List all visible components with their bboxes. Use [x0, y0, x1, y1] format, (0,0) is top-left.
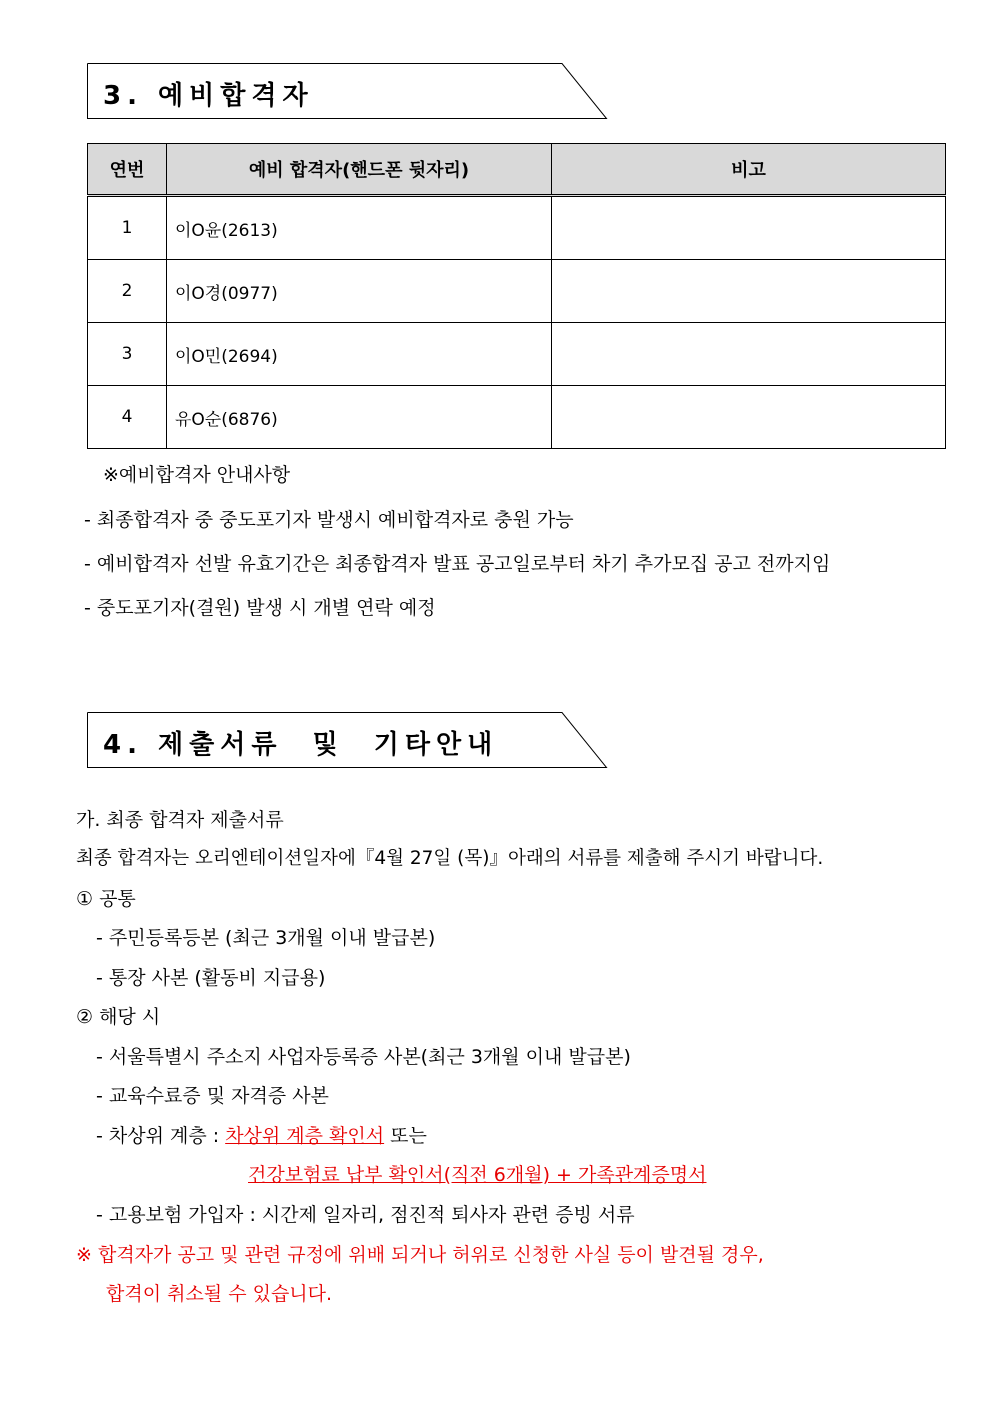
row-applicant: 이O민(2694)	[167, 323, 552, 386]
row-applicant: 이O윤(2613)	[167, 196, 552, 260]
row-note	[552, 323, 946, 386]
common-title: ① 공통	[76, 888, 136, 910]
low-income-doc1: 차상위 계층 확인서	[225, 1125, 385, 1147]
table-row	[88, 260, 946, 323]
case-item: - 서울특별시 주소지 사업자등록증 사본(최근 3개월 이내 발급본)	[96, 1046, 631, 1068]
table-row	[88, 323, 946, 386]
col-header-no: 연번	[88, 144, 167, 196]
warning-line-2: 합격이 취소될 수 있습니다.	[106, 1283, 333, 1305]
table-row	[88, 196, 946, 260]
subsection-a-title: 가. 최종 합격자 제출서류	[76, 809, 284, 831]
low-income-doc2: 건강보험료 납부 확인서(직전 6개월) + 가족관계증명서	[248, 1164, 707, 1186]
low-income-prefix: - 차상위 계층 :	[96, 1125, 226, 1147]
low-income-or: 또는	[384, 1125, 427, 1147]
notice-item: - 예비합격자 선발 유효기간은 최종합격자 발표 공고일로부터 차기 추가모집 공고 전까지임	[84, 553, 831, 575]
low-income-item	[96, 1121, 427, 1148]
section-4-header	[87, 712, 607, 768]
notice-title: ※예비합격자 안내사항	[103, 464, 291, 486]
row-no: 1	[88, 196, 167, 260]
warning-line-1: ※ 합격자가 공고 및 관련 규정에 위배 되거나 허위로 신청한 사실 등이 발견될 경우,	[76, 1244, 764, 1266]
col-header-note: 비고	[552, 144, 946, 196]
row-applicant: 유O순(6876)	[167, 386, 552, 449]
section-4-title: 4. 제출서류 및 기타안내	[103, 730, 499, 760]
row-no: 4	[88, 386, 167, 449]
common-item: - 통장 사본 (활동비 지급용)	[96, 967, 326, 989]
intro-text: 최종 합격자는 오리엔테이션일자에『4월 27일 (목)』아래의 서류를 제출해 주시기 바랍니다.	[76, 848, 824, 869]
row-no: 3	[88, 323, 167, 386]
section-3-title: 3. 예비합격자	[103, 81, 314, 111]
case-item: - 교육수료증 및 자격증 사본	[96, 1085, 329, 1107]
insurance-item: - 고용보험 가입자 : 시간제 일자리, 점진적 퇴사자 관련 증빙 서류	[96, 1204, 635, 1226]
section-3-header	[87, 63, 607, 119]
common-item: - 주민등록등본 (최근 3개월 이내 발급본)	[96, 927, 436, 949]
table-row	[88, 386, 946, 449]
row-no: 2	[88, 260, 167, 323]
notice-item: - 최종합격자 중 중도포기자 발생시 예비합격자로 충원 가능	[84, 509, 574, 531]
row-note	[552, 260, 946, 323]
reserve-applicants-table	[87, 143, 946, 449]
table-header-row	[88, 144, 946, 196]
row-applicant: 이O경(0977)	[167, 260, 552, 323]
notice-item: - 중도포기자(결원) 발생 시 개별 연락 예정	[84, 597, 436, 619]
col-header-applicant: 예비 합격자(핸드폰 뒷자리)	[167, 144, 552, 196]
row-note	[552, 386, 946, 449]
case-title: ② 해당 시	[76, 1006, 161, 1028]
row-note	[552, 196, 946, 260]
